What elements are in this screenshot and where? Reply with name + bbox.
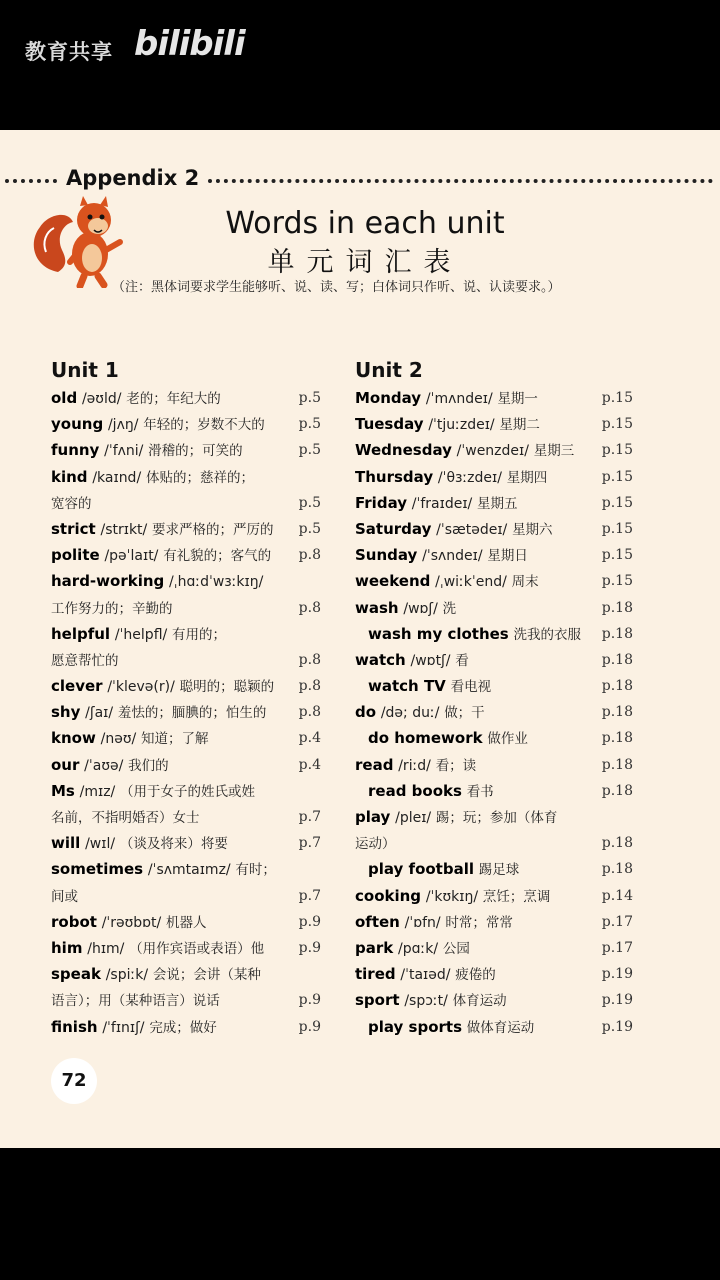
vocab-line — [51, 830, 321, 856]
vocab-phonetic: /wɪl/ — [85, 836, 116, 853]
vocab-meaning: 要求严格的；严厉的 — [152, 521, 274, 538]
vocab-line — [51, 673, 321, 699]
vocab-line — [355, 411, 633, 437]
vocab-line — [355, 987, 633, 1013]
vocab-line — [355, 935, 633, 961]
vocab-entry — [355, 647, 633, 673]
vocab-word: read — [355, 755, 394, 774]
vocab-page-ref: p.9 — [296, 1014, 321, 1040]
vocab-word: shy — [51, 703, 81, 722]
vocab-word: hard-working — [51, 572, 165, 591]
vocab-phonetic: /pɑːk/ — [398, 940, 439, 957]
vocab-meaning: 体贴的；慈祥的； — [145, 469, 254, 486]
vocab-page-ref: p.18 — [599, 621, 633, 647]
vocab-word: strict — [51, 519, 96, 538]
unit-2-title: Unit 2 — [355, 358, 423, 382]
vocab-word: park — [355, 938, 394, 957]
vocab-line-continued — [51, 987, 321, 1013]
vocab-phonetic: /wɒʃ/ — [403, 600, 438, 617]
vocab-entry — [355, 490, 633, 516]
vocab-word: do homework — [368, 729, 483, 748]
vocab-meaning-continued: 间或 — [51, 888, 78, 905]
squirrel-illustration — [28, 192, 132, 288]
vocab-page-ref: p.18 — [599, 778, 633, 804]
vocab-phonetic: /riːd/ — [398, 757, 431, 774]
vocab-phonetic: /strɪkt/ — [100, 521, 148, 538]
vocab-page-ref: p.9 — [296, 935, 321, 961]
vocab-entry — [51, 542, 321, 568]
vocab-phonetic: /ˈsætədeɪ/ — [436, 521, 508, 538]
vocab-line-continued — [51, 490, 321, 516]
vocab-line — [51, 935, 321, 961]
vocab-meaning: 会说；会讲（某种 — [152, 967, 261, 984]
vocab-entry — [355, 542, 633, 568]
vocab-entry — [51, 699, 321, 725]
vocab-phonetic: /ˈtaɪəd/ — [400, 967, 451, 984]
vocab-meaning: 看电视 — [450, 679, 492, 696]
vocab-meaning: 星期二 — [499, 417, 540, 434]
vocab-phonetic: /ˈɒfn/ — [404, 914, 441, 931]
vocab-word: robot — [51, 912, 97, 931]
vocab-line — [355, 490, 633, 516]
vocab-word: finish — [51, 1017, 98, 1036]
vocab-entry — [355, 935, 633, 961]
vocab-page-ref: p.18 — [599, 856, 633, 882]
vocab-phonetic: /ˈmʌndeɪ/ — [425, 391, 493, 407]
vocab-word: watch — [355, 650, 406, 669]
vocab-line — [355, 804, 633, 830]
vocab-phonetic: /ʃaɪ/ — [85, 705, 114, 722]
vocab-page-ref: p.8 — [296, 673, 321, 699]
usage-note: （注：黑体词要求学生能够听、说、读、写；白体词只作听、说、认读要求。） — [112, 280, 561, 295]
vocab-page-ref: p.15 — [599, 411, 633, 437]
vocab-page-ref: p.5 — [296, 437, 321, 463]
vocab-page-ref: p.5 — [296, 490, 321, 516]
vocab-page-ref: p.7 — [296, 830, 321, 856]
vocab-phonetic: /ˈklevə(r)/ — [107, 679, 175, 696]
vocab-line — [355, 568, 633, 594]
vocab-meaning: 周末 — [511, 574, 539, 591]
vocab-meaning: 知道；了解 — [140, 731, 209, 748]
vocab-phonetic: /pəˈlaɪt/ — [104, 548, 159, 565]
vocab-meaning: 有礼貌的；客气的 — [163, 548, 272, 565]
vocab-entry — [51, 411, 321, 437]
vocab-line-continued — [355, 830, 633, 856]
vocab-entry — [51, 961, 321, 1013]
vocab-phonetic: /jʌŋ/ — [107, 417, 139, 434]
vocab-meaning: 羞怯的；腼腆的；怕生的 — [117, 705, 267, 722]
vocab-line — [51, 516, 321, 542]
vocab-meaning: 看；读 — [435, 757, 477, 774]
vocab-meaning-continued: 工作努力的；辛勤的 — [51, 600, 173, 617]
vocab-meaning: 星期三 — [533, 443, 575, 460]
vocab-page-ref: p.5 — [296, 516, 321, 542]
vocab-meaning: 洗我的衣服 — [513, 626, 582, 643]
vocab-meaning: 疲倦的 — [455, 967, 496, 984]
vocab-line — [355, 778, 633, 804]
vocab-word: Wednesday — [355, 441, 452, 460]
vocab-page-ref: p.19 — [599, 1014, 633, 1040]
vocab-phonetic: /spiːk/ — [105, 967, 149, 984]
vocab-meaning: 老的；年纪大的 — [126, 391, 221, 407]
vocab-word: play football — [368, 860, 474, 879]
watermark-text: 教育共享 — [25, 40, 113, 64]
vocab-entry — [51, 725, 321, 751]
vocab-entry — [51, 935, 321, 961]
vocab-page-ref: p.15 — [599, 516, 633, 542]
vocab-page-ref: p.18 — [599, 699, 633, 725]
vocab-page-ref: p.17 — [599, 909, 633, 935]
vocab-word: tired — [355, 965, 396, 984]
vocab-line — [355, 437, 633, 463]
vocab-meaning: 做；干 — [444, 705, 485, 722]
vocab-word: kind — [51, 467, 88, 486]
unit-1-word-list — [51, 385, 321, 1040]
vocab-entry — [51, 830, 321, 856]
vocab-line — [51, 411, 321, 437]
vocab-page-ref: p.18 — [599, 673, 633, 699]
vocab-word: play — [355, 808, 391, 826]
vocab-entry — [51, 516, 321, 542]
bilibili-logo: bilibili — [134, 24, 245, 64]
bottom-black-bar — [0, 1148, 720, 1280]
vocab-entry — [51, 856, 321, 908]
vocab-meaning-continued: 运动） — [355, 836, 396, 853]
vocab-page-ref: p.5 — [296, 411, 321, 437]
vocab-line-continued — [51, 883, 321, 909]
vocab-phonetic: /ˈtjuːzdeɪ/ — [428, 417, 495, 434]
vocab-line — [355, 752, 633, 778]
vocab-meaning: （用于女子的姓氏或姓 — [120, 783, 256, 800]
vocab-word: funny — [51, 441, 100, 460]
unit-2-word-list — [355, 385, 633, 1040]
vocab-entry — [51, 464, 321, 516]
unit-1-title: Unit 1 — [51, 358, 119, 382]
vocab-line — [51, 1014, 321, 1040]
vocab-meaning: （谈及将来）将要 — [119, 836, 228, 853]
page-number: 72 — [61, 1070, 87, 1091]
vocab-phonetic: /wɒtʃ/ — [410, 652, 451, 669]
vocab-phonetic: /əʊld/ — [81, 391, 122, 407]
vocab-phonetic: /ˈfraɪdeɪ/ — [411, 495, 473, 512]
vocab-page-ref: p.17 — [599, 935, 633, 961]
vocab-phonetic: /ˈaʊə/ — [84, 757, 124, 774]
vocab-word: Ms — [51, 781, 75, 800]
vocab-phonetic: /ˈfʌni/ — [104, 443, 144, 460]
vocab-entry — [355, 673, 633, 699]
vocab-entry — [51, 385, 321, 411]
vocab-page-ref: p.15 — [599, 385, 633, 411]
vocab-entry — [355, 883, 633, 909]
vocab-line — [355, 883, 633, 909]
vocab-entry — [355, 516, 633, 542]
vocab-phonetic: /ˈkʊkɪŋ/ — [425, 888, 479, 905]
vocab-line — [355, 909, 633, 935]
appendix-heading: Appendix 2 — [66, 166, 200, 190]
vocab-word: Thursday — [355, 467, 434, 486]
vocab-line — [355, 725, 633, 751]
vocab-page-ref: p.19 — [599, 961, 633, 987]
vocab-phonetic: /ˈhelpfl/ — [114, 626, 168, 643]
vocab-phonetic: /ˈwenzdeɪ/ — [456, 443, 529, 460]
vocab-meaning: 星期五 — [477, 495, 518, 512]
vocab-entry — [355, 568, 633, 594]
vocab-meaning: 公园 — [442, 940, 470, 957]
vocab-word: sport — [355, 991, 400, 1010]
vocab-line-continued — [51, 647, 321, 673]
vocab-page-ref: p.7 — [296, 804, 321, 830]
vocab-line — [51, 568, 321, 594]
vocab-word: cooking — [355, 886, 422, 905]
vocab-word: know — [51, 729, 96, 748]
vocab-word: Sunday — [355, 546, 418, 565]
vocab-meaning: 踢足球 — [478, 862, 520, 879]
vocab-entry — [355, 1014, 633, 1040]
vocab-meaning-continued: 愿意帮忙的 — [51, 652, 119, 669]
vocab-phonetic: /ˈsʌndeɪ/ — [422, 548, 483, 565]
vocab-line — [355, 699, 633, 725]
vocab-word: Saturday — [355, 519, 432, 538]
vocab-meaning: 看 — [455, 652, 469, 669]
vocab-phonetic: /ˈθɜːzdeɪ/ — [437, 469, 502, 486]
top-black-bar — [0, 0, 720, 130]
vocab-line-continued — [51, 804, 321, 830]
vocab-phonetic: /də; duː/ — [380, 705, 440, 722]
vocab-entry — [51, 673, 321, 699]
vocab-meaning: 时常；常常 — [445, 914, 513, 931]
vocab-line — [355, 961, 633, 987]
vocab-entry — [355, 437, 633, 463]
vocab-line — [355, 516, 633, 542]
vocab-line — [51, 699, 321, 725]
vocab-line — [51, 961, 321, 987]
vocab-meaning: 星期一 — [497, 391, 538, 407]
vocab-line — [355, 595, 633, 621]
vocab-meaning: 我们的 — [128, 757, 169, 774]
vocab-phonetic: /ˈfɪnɪʃ/ — [102, 1019, 145, 1036]
vocab-meaning: 滑稽的；可笑的 — [148, 443, 243, 460]
vocab-word: play sports — [368, 1017, 463, 1036]
vocab-word: Tuesday — [355, 415, 424, 434]
vocab-word: speak — [51, 965, 101, 984]
vocab-page-ref: p.9 — [296, 909, 321, 935]
vocab-phonetic: /pleɪ/ — [395, 810, 432, 826]
vocab-meaning: 年轻的；岁数不大的 — [143, 417, 265, 434]
vocab-word: Friday — [355, 493, 408, 512]
vocab-phonetic: /ˌwiːkˈend/ — [435, 574, 507, 591]
vocab-page-ref: p.18 — [599, 752, 633, 778]
vocab-meaning: 聪明的；聪颖的 — [179, 679, 275, 696]
vocab-page-ref: p.5 — [296, 385, 321, 411]
vocab-phonetic: /hɪm/ — [87, 940, 125, 957]
vocab-meaning: 洗 — [442, 600, 457, 617]
vocab-page-ref: p.8 — [296, 647, 321, 673]
vocab-page-ref: p.15 — [599, 490, 633, 516]
vocab-entry — [51, 621, 321, 673]
vocab-word: watch TV — [368, 677, 446, 696]
vocab-meaning: 完成；做好 — [149, 1019, 217, 1036]
vocab-meaning: 烹饪；烹调 — [482, 888, 551, 905]
vocab-phonetic: /ˌhɑːdˈwɜːkɪŋ/ — [169, 574, 264, 591]
vocab-line — [51, 621, 321, 647]
page-title-english: Words in each unit — [225, 206, 505, 241]
vocab-meaning-continued: 宽容的 — [51, 495, 92, 512]
vocab-word: Monday — [355, 389, 422, 407]
vocab-meaning: 做体育运动 — [466, 1019, 535, 1036]
vocab-word: will — [51, 834, 81, 853]
vocab-page-ref: p.15 — [599, 542, 633, 568]
vocab-meaning: 踢；玩；参加（体育 — [435, 810, 558, 826]
vocab-page-ref: p.18 — [599, 595, 633, 621]
vocab-meaning: 有时； — [235, 862, 276, 879]
vocab-page-ref: p.8 — [296, 595, 321, 621]
vocab-entry — [355, 752, 633, 778]
vocab-meaning: 星期六 — [512, 521, 553, 538]
vocab-word: clever — [51, 677, 103, 696]
vocab-line — [355, 621, 633, 647]
vocab-line — [51, 542, 321, 568]
vocab-entry — [355, 909, 633, 935]
vocab-line — [355, 647, 633, 673]
vocab-word: polite — [51, 546, 100, 565]
vocab-meaning: 做作业 — [487, 731, 528, 748]
book-page — [0, 130, 720, 1148]
vocab-entry — [355, 699, 633, 725]
vocab-page-ref: p.15 — [599, 568, 633, 594]
vocab-line — [355, 464, 633, 490]
vocab-entry — [355, 987, 633, 1013]
vocab-meaning: 星期四 — [506, 469, 548, 486]
vocab-page-ref: p.8 — [296, 542, 321, 568]
page-title-chinese: 单元词汇表 — [267, 247, 463, 278]
vocab-page-ref: p.8 — [296, 699, 321, 725]
vocab-word: him — [51, 938, 83, 957]
vocab-entry — [355, 411, 633, 437]
vocab-entry — [355, 961, 633, 987]
dotted-rule-left — [5, 179, 57, 183]
vocab-word: weekend — [355, 572, 431, 591]
vocab-entry — [51, 437, 321, 463]
vocab-phonetic: /mɪz/ — [79, 783, 116, 800]
vocab-entry — [51, 1014, 321, 1040]
vocab-word: sometimes — [51, 860, 144, 879]
vocab-word: read books — [368, 781, 462, 800]
vocab-line-continued — [51, 595, 321, 621]
vocab-page-ref: p.15 — [599, 437, 633, 463]
unit-2-column — [355, 355, 633, 1040]
vocab-entry — [51, 568, 321, 620]
vocab-page-ref: p.4 — [296, 752, 321, 778]
vocab-page-ref: p.15 — [599, 464, 633, 490]
vocab-word: wash — [355, 598, 399, 617]
vocab-entry — [51, 778, 321, 830]
vocab-meaning: 有用的； — [172, 626, 227, 643]
vocab-line — [355, 385, 633, 411]
vocab-word: do — [355, 703, 377, 722]
unit-1-column — [51, 355, 321, 1040]
vocab-word: wash my clothes — [368, 624, 509, 643]
vocab-word: helpful — [51, 624, 111, 643]
vocab-meaning: 体育运动 — [452, 993, 507, 1010]
vocab-page-ref: p.18 — [599, 725, 633, 751]
vocab-phonetic: /kaɪnd/ — [92, 469, 142, 486]
vocab-entry — [355, 856, 633, 882]
vocab-line — [355, 1014, 633, 1040]
vocab-meaning-continued: 名前，不指明婚否）女士 — [51, 810, 200, 826]
vocab-line — [51, 856, 321, 882]
vocab-line — [355, 542, 633, 568]
vocab-word: young — [51, 415, 104, 434]
vocab-line — [51, 437, 321, 463]
vocab-word: our — [51, 755, 80, 774]
vocab-meaning-continued: 语言）；用（某种语言）说话 — [51, 993, 220, 1010]
vocab-entry — [355, 464, 633, 490]
vocab-page-ref: p.4 — [296, 725, 321, 751]
vocab-line — [51, 725, 321, 751]
vocab-entry — [51, 752, 321, 778]
vocab-meaning: 星期日 — [487, 548, 528, 565]
dotted-rule-right — [208, 179, 713, 183]
vocab-phonetic: /ˈsʌmtaɪmz/ — [147, 862, 231, 879]
vocab-line — [51, 385, 321, 411]
vocab-entry — [355, 804, 633, 856]
vocab-page-ref: p.14 — [599, 883, 633, 909]
vocab-page-ref: p.18 — [599, 647, 633, 673]
vocab-line — [355, 673, 633, 699]
vocab-line — [51, 752, 321, 778]
vocab-phonetic: /spɔːt/ — [404, 993, 448, 1010]
vocab-page-ref: p.7 — [296, 883, 321, 909]
vocab-word: often — [355, 912, 400, 931]
vocab-line — [51, 909, 321, 935]
vocab-page-ref: p.19 — [599, 987, 633, 1013]
vocab-page-ref: p.18 — [599, 830, 633, 856]
vocab-phonetic: /ˈrəʊbɒt/ — [101, 914, 162, 931]
vocab-word: old — [51, 389, 78, 407]
vocab-line — [51, 464, 321, 490]
vocab-phonetic: /nəʊ/ — [100, 731, 137, 748]
vocab-meaning: 机器人 — [166, 914, 207, 931]
vocab-entry — [355, 385, 633, 411]
vocab-entry — [355, 595, 633, 621]
vocab-entry — [51, 909, 321, 935]
vocab-entry — [355, 621, 633, 647]
vocab-entry — [355, 778, 633, 804]
vocab-entry — [355, 725, 633, 751]
vocab-line — [51, 778, 321, 804]
vocab-meaning: 看书 — [466, 783, 494, 800]
vocab-page-ref: p.9 — [296, 987, 321, 1013]
vocab-line — [355, 856, 633, 882]
vocab-meaning: （用作宾语或表语）他 — [129, 940, 265, 957]
